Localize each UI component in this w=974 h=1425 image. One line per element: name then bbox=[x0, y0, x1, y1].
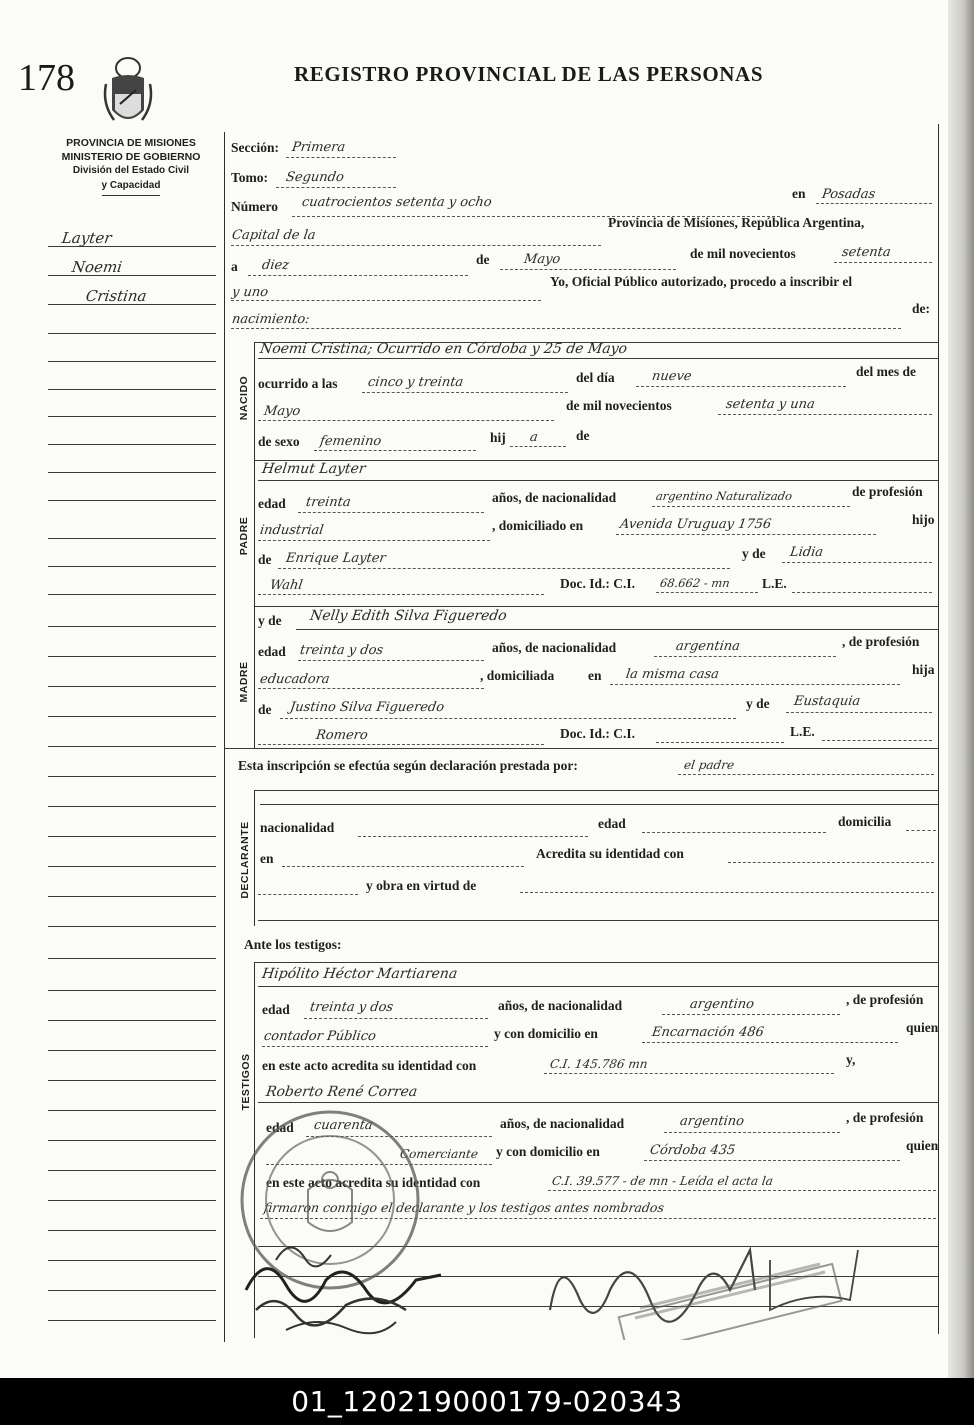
value-nacido-nombre: Noemi Cristina; Ocurrido en Córdoba y 25 de Mayo bbox=[258, 341, 629, 357]
value-sexo: femenino bbox=[318, 434, 383, 449]
value-madre-y-de: Eustaquia bbox=[792, 694, 862, 709]
value-madre-nacionalidad: argentina bbox=[674, 639, 741, 654]
label-padre-de: de bbox=[258, 552, 272, 567]
label-de-2: de bbox=[576, 428, 590, 443]
label-madre-doc: Doc. Id.: C.I. bbox=[560, 726, 636, 741]
value-padre-de: Enrique Layter bbox=[284, 551, 387, 566]
label-ante-testigos: Ante los testigos: bbox=[244, 937, 342, 952]
label-decl-acredita: Acredita su identidad con bbox=[536, 846, 684, 861]
label-padre-domiciliado: , domiciliado en bbox=[492, 518, 584, 533]
value-padre-ci: 68.662 - mn bbox=[659, 576, 731, 590]
value-testigo1-profesion: contador Público bbox=[262, 1029, 377, 1044]
label-madre-le: L.E. bbox=[790, 724, 815, 739]
value-hora: cinco y treinta bbox=[366, 375, 465, 390]
label-t1-acredita: en este acto acredita su identidad con bbox=[262, 1058, 477, 1073]
org-line-province: PROVINCIA DE MISIONES bbox=[66, 137, 196, 149]
label-del-dia: del día bbox=[576, 370, 615, 385]
label-del-mes: del mes de bbox=[856, 364, 916, 379]
section-label-declarante: DECLARANTE bbox=[239, 821, 251, 899]
label-madre-domiciliada: , domiciliada bbox=[480, 668, 555, 683]
label-decl-en: en bbox=[260, 851, 274, 866]
value-declarante: el padre bbox=[683, 758, 736, 772]
label-provincia: Provincia de Misiones, República Argentina, bbox=[608, 215, 865, 230]
scan-id-text: 01_120219000179-020343 bbox=[291, 1385, 683, 1418]
value-dia-nac: nueve bbox=[650, 369, 693, 384]
value-padre-nombre: Helmut Layter bbox=[260, 461, 367, 477]
label-t2-acredita: en este acto acredita su identidad con bbox=[266, 1175, 481, 1190]
label-t1-y: y, bbox=[846, 1052, 856, 1067]
section-label-padre: PADRE bbox=[238, 516, 250, 556]
registry-title: REGISTRO PROVINCIAL DE LAS PERSONAS bbox=[294, 62, 764, 86]
page-number: 178 bbox=[18, 57, 75, 99]
margin-surname: Layter bbox=[60, 229, 113, 247]
value-padre-nacionalidad: argentino Naturalizado bbox=[655, 489, 794, 503]
value-testigo1-nacionalidad: argentino bbox=[688, 997, 755, 1012]
label-tomo: Tomo: bbox=[231, 170, 269, 185]
label-madre-edad: edad bbox=[258, 644, 286, 659]
label-decl-edad: edad bbox=[598, 816, 626, 831]
value-madre-profesion: educadora bbox=[258, 672, 331, 687]
label-madre-y-de: y de bbox=[258, 613, 282, 628]
value-testigo2-profesion: Comerciante bbox=[399, 1147, 479, 1161]
value-seccion: Primera bbox=[290, 140, 347, 155]
label-padre-le: L.E. bbox=[762, 576, 787, 591]
value-testigo2-domicilio: Córdoba 435 bbox=[648, 1143, 737, 1158]
value-testigo2-ci: C.I. 39.577 - de mn - Leída el acta la bbox=[551, 1174, 774, 1188]
value-mes: Mayo bbox=[522, 252, 562, 267]
label-madre-profesion: , de profesión bbox=[842, 634, 920, 649]
label-decl-domicilia: domicilia bbox=[838, 814, 892, 829]
value-padre-edad: treinta bbox=[304, 495, 352, 510]
label-t1-quien: quien bbox=[906, 1020, 939, 1035]
label-hija: hija bbox=[912, 662, 935, 677]
label-padre-doc: Doc. Id.: C.I. bbox=[560, 576, 636, 591]
signature-official bbox=[540, 1230, 870, 1340]
label-padre-anos-nac: años, de nacionalidad bbox=[492, 490, 617, 505]
label-de-mil: de mil novecientos bbox=[690, 246, 796, 261]
label-t2-domicilio: y con domicilio en bbox=[496, 1144, 600, 1159]
label-inscripcion: Esta inscripción se efectúa según declaración prestada por: bbox=[238, 758, 578, 773]
form-left-border bbox=[224, 132, 225, 1342]
org-line-capacity: y Capacidad bbox=[102, 179, 161, 196]
value-testigo2-nacionalidad: argentino bbox=[678, 1114, 745, 1129]
label-t2-quien: quien bbox=[906, 1138, 939, 1153]
value-cierre: firmaron conmigo el declarante y los testigos antes nombrados bbox=[262, 1200, 666, 1215]
label-numero: Número bbox=[231, 199, 278, 214]
label-madre-de: de bbox=[258, 702, 272, 717]
label-t2-profesion: , de profesión bbox=[846, 1110, 924, 1125]
label-hijo: hijo bbox=[912, 512, 935, 527]
value-madre-de: Justino Silva Figueredo bbox=[288, 700, 446, 715]
value-padre-profesion: industrial bbox=[258, 523, 325, 538]
margin-given-2: Cristina bbox=[84, 287, 148, 305]
label-madre-y-de-2: y de bbox=[746, 696, 770, 711]
label-de-sexo: de sexo bbox=[258, 434, 300, 449]
label-t1-profesion: , de profesión bbox=[846, 992, 924, 1007]
label-t1-anos-nac: años, de nacionalidad bbox=[498, 998, 623, 1013]
value-testigo1-domicilio: Encarnación 486 bbox=[650, 1025, 765, 1040]
org-block bbox=[44, 136, 218, 196]
label-decl-obra: y obra en virtud de bbox=[366, 878, 477, 893]
value-en-lugar: Posadas bbox=[820, 187, 877, 202]
signature-witnesses bbox=[236, 1230, 456, 1340]
value-dia: diez bbox=[260, 258, 291, 273]
label-ocurrido: ocurrido a las bbox=[258, 376, 338, 391]
value-padre-y-de-2: Wahl bbox=[268, 578, 304, 593]
section-label-nacido: NACIDO bbox=[238, 375, 250, 421]
value-padre-y-de: Lidia bbox=[788, 545, 825, 560]
value-testigo2-edad: cuarenta bbox=[312, 1118, 374, 1133]
value-testigo2-nombre: Roberto René Correa bbox=[264, 1084, 419, 1100]
page-edge bbox=[948, 0, 974, 1378]
value-madre-domicilio: la misma casa bbox=[624, 667, 720, 682]
label-t2-anos-nac: años, de nacionalidad bbox=[500, 1116, 625, 1131]
value-numero: cuatrocientos setenta y ocho bbox=[300, 195, 493, 210]
margin-given-1: Noemi bbox=[70, 258, 124, 276]
section-label-madre: MADRE bbox=[238, 661, 250, 703]
label-t1-domicilio: y con domicilio en bbox=[494, 1026, 598, 1041]
label-seccion: Sección: bbox=[231, 140, 279, 155]
section-label-testigos: TESTIGOS bbox=[240, 1053, 252, 1111]
label-t1-edad: edad bbox=[262, 1002, 290, 1017]
label-de-mes: de bbox=[476, 252, 490, 267]
scan-id-footer bbox=[0, 1378, 974, 1425]
value-padre-domicilio: Avenida Uruguay 1756 bbox=[618, 517, 773, 532]
value-madre-edad: treinta y dos bbox=[298, 643, 385, 658]
label-de-mil-2: de mil novecientos bbox=[566, 398, 672, 413]
label-padre-profesion: de profesión bbox=[852, 484, 923, 499]
value-capital: Capital de la bbox=[230, 228, 317, 243]
org-line-division: División del Estado Civil bbox=[72, 165, 190, 176]
label-yo-oficial: Yo, Oficial Público autorizado, procedo a inscribir el bbox=[550, 274, 853, 289]
value-anio-2: y uno bbox=[230, 285, 270, 300]
value-madre-y-de-2: Romero bbox=[314, 728, 369, 743]
value-testigo1-ci: C.I. 145.786 mn bbox=[549, 1057, 649, 1071]
label-hij: hij bbox=[490, 430, 506, 445]
label-madre-anos-nac: años, de nacionalidad bbox=[492, 640, 617, 655]
value-tomo: Segundo bbox=[284, 170, 345, 185]
value-testigo1-nombre: Hipólito Héctor Martiarena bbox=[260, 966, 459, 982]
value-hij-suffix: a bbox=[528, 430, 539, 445]
org-line-ministry: MINISTERIO DE GOBIERNO bbox=[61, 151, 201, 163]
label-madre-en: en bbox=[588, 668, 602, 683]
label-t2-edad: edad bbox=[266, 1120, 294, 1135]
value-anio-nac: setenta y una bbox=[724, 397, 816, 412]
coat-of-arms-emblem bbox=[98, 54, 158, 134]
label-padre-edad: edad bbox=[258, 496, 286, 511]
value-madre-nombre: Nelly Edith Silva Figueredo bbox=[308, 608, 508, 624]
label-en: en bbox=[792, 186, 806, 201]
label-de-colon: de: bbox=[912, 301, 930, 316]
value-testigo1-edad: treinta y dos bbox=[308, 1000, 395, 1015]
label-decl-nacionalidad: nacionalidad bbox=[260, 820, 335, 835]
value-acto: nacimiento: bbox=[230, 312, 311, 327]
label-padre-y-de: y de bbox=[742, 546, 766, 561]
value-anio: setenta bbox=[840, 245, 892, 260]
value-mes-nac: Mayo bbox=[262, 404, 302, 419]
label-a: a bbox=[231, 259, 238, 274]
